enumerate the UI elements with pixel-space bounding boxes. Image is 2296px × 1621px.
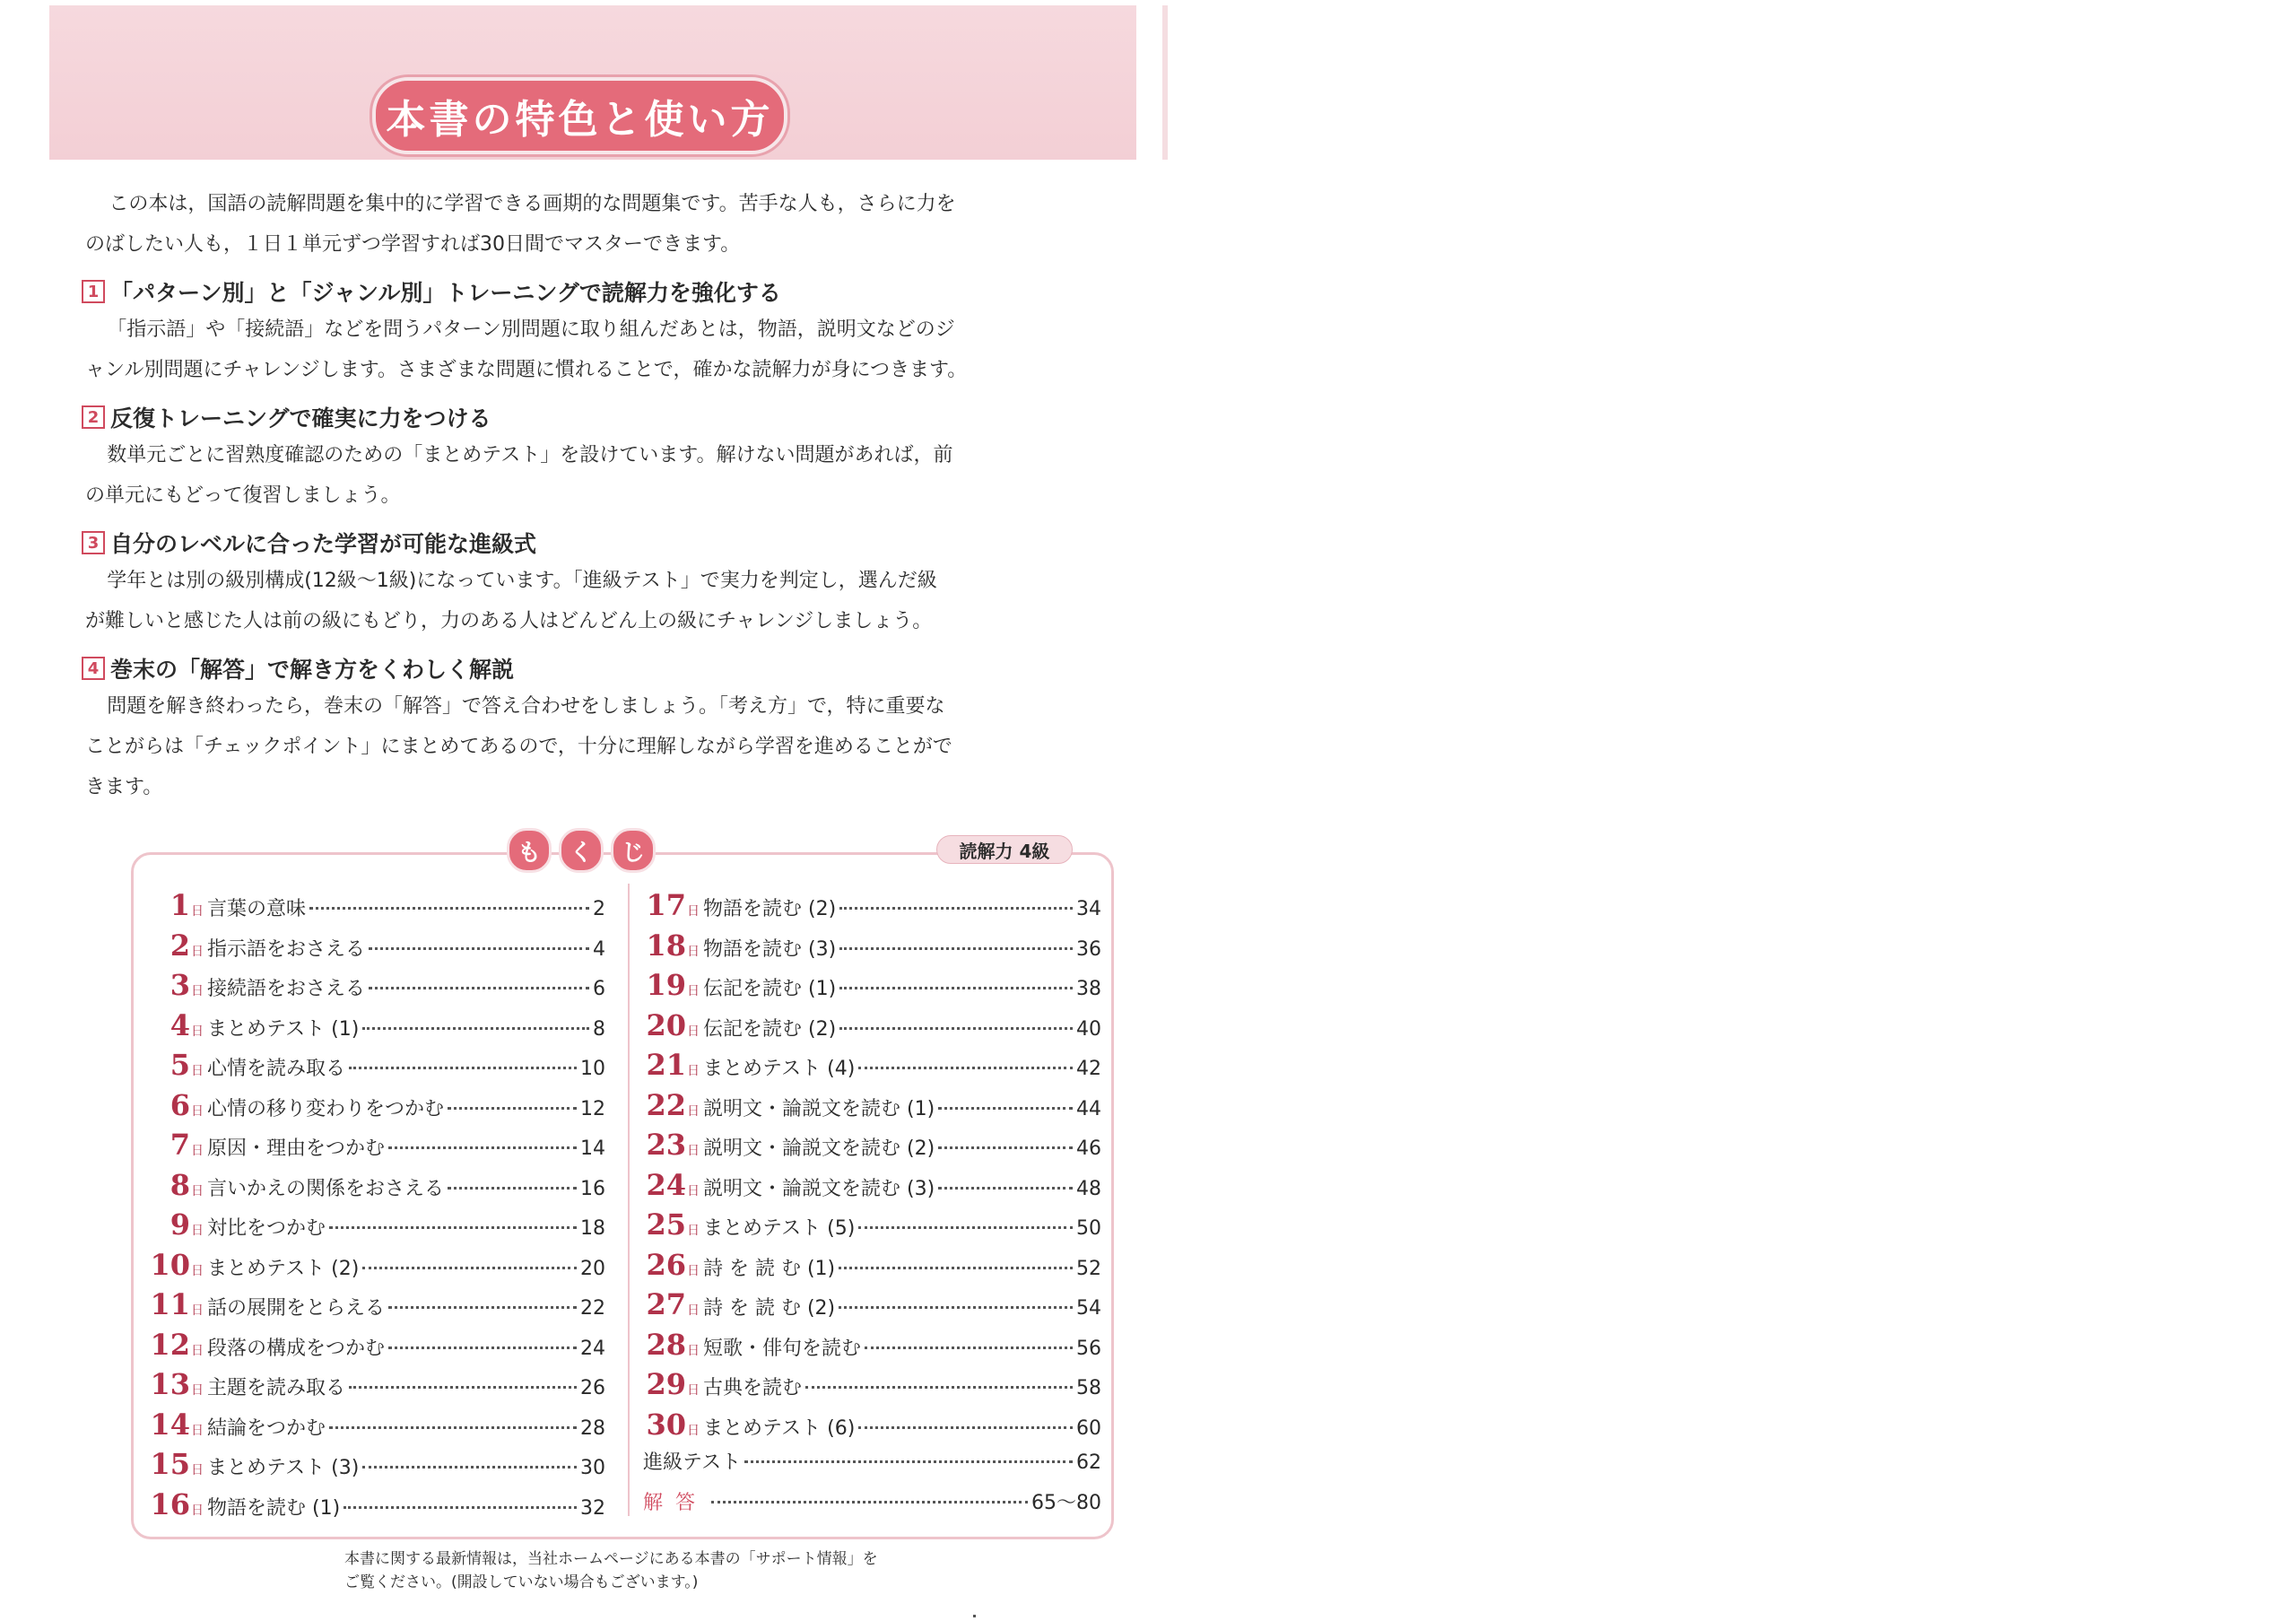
toc-entry [639,1487,1101,1528]
toc-title [507,828,656,873]
toc-entry [144,1207,605,1248]
toc-entry [144,1088,605,1129]
toc-page-number: 24 [580,1337,605,1360]
toc-page-number: 62 [1076,1451,1101,1474]
toc-entry-label: 説明文・論説文を読む (1) [703,1097,935,1120]
toc-page-number: 8 [593,1017,605,1041]
toc-day-number: 12 [150,1327,190,1362]
toc-leader-dots [858,1226,1073,1229]
toc-day-suffix: 日 [687,1423,700,1438]
toc-day-number: 11 [150,1287,190,1321]
toc-entry-label: 説明文・論説文を読む (2) [703,1137,935,1160]
toc-entry-label: 対比をつかむ [207,1217,326,1240]
toc-page-number: 2 [593,898,605,920]
toc-page-number: 44 [1076,1097,1101,1120]
toc-entry [639,1248,1101,1288]
toc-entry [144,1407,605,1448]
toc-leader-dots [388,1146,577,1149]
toc-leader-dots [839,1267,1073,1269]
toc-page-number: 18 [580,1217,605,1240]
toc-leader-dots [388,1306,577,1309]
toc-day-suffix: 日 [687,1303,700,1318]
toc-entry-label: 短歌・俳句を読む [703,1337,862,1360]
toc-day-suffix: 日 [687,904,700,919]
scan-speck [973,1615,976,1617]
toc-day-number: 2 [170,928,190,963]
toc-entry-label: 進級テスト [643,1451,742,1474]
toc-leader-dots [839,1027,1073,1030]
toc-page-number: 50 [1076,1217,1101,1240]
toc-leader-dots [309,907,589,910]
toc-leader-dots [344,1506,577,1509]
toc-day-number: 18 [646,928,686,963]
toc-entry-label: まとめテスト (2) [207,1257,360,1280]
footer-line: ご覧ください。(開設していない場合もございます。) [344,1573,699,1591]
toc-entry-label: 結論をつかむ [207,1416,326,1440]
toc-divider [628,884,630,1516]
toc-day-suffix: 日 [191,1503,204,1518]
intro-line: この本は，国語の読解問題を集中的に学習できる画期的な問題集です。苦手な人も，さらに力を [109,193,956,215]
toc-day-number: 8 [170,1167,190,1202]
toc-entry [639,888,1101,928]
toc-day-suffix: 日 [191,904,204,919]
section-number: 3 [82,531,105,554]
toc-day-number: 28 [646,1327,686,1362]
toc-entry [639,928,1101,969]
toc-entry-label: 話の展開をとらえる [207,1297,386,1320]
toc-day-suffix: 日 [191,1263,204,1278]
toc-entry-label: 伝記を読む (1) [703,978,837,1000]
toc-page-number: 40 [1076,1017,1101,1041]
toc-page-number: 38 [1076,978,1101,1000]
toc-day-suffix: 日 [191,1343,204,1358]
toc-page-number: 32 [580,1496,605,1520]
toc-entry [639,1407,1101,1448]
toc-entry-label: 物語を読む (3) [703,937,837,961]
toc-entry [144,1248,605,1288]
toc-day-suffix: 日 [191,1024,204,1039]
toc-entry [144,1487,605,1528]
toc-entry-label: 指示語をおさえる [207,937,366,961]
toc-entry-label: 物語を読む (2) [703,898,837,920]
toc-day-suffix: 日 [687,1064,700,1078]
toc-day-number: 14 [150,1407,190,1442]
section-number: 4 [82,657,105,680]
section-title: 反復トレーニングで確実に力をつける [110,405,491,431]
toc-entry [144,888,605,928]
toc-day-suffix: 日 [687,1103,700,1119]
toc-entry [144,968,605,1008]
toc-entry-label: 解答 [643,1491,709,1514]
section-number: 1 [82,280,105,303]
toc-leader-dots [362,1027,589,1030]
toc-day-number: 17 [646,888,686,922]
toc-page-number: 22 [580,1297,605,1320]
toc-leader-dots [362,1267,577,1269]
toc-entry [144,1128,605,1168]
toc-entry-label: 詩 を 読 む (1) [703,1257,836,1280]
toc-day-suffix: 日 [191,1103,204,1119]
toc-entry [639,1367,1101,1407]
toc-page-number: 28 [580,1416,605,1440]
toc-page-number: 10 [580,1058,605,1080]
toc-entry [639,1048,1101,1088]
toc-entry-label: 説明文・論説文を読む (3) [703,1177,935,1200]
scan-edge [1162,5,1168,160]
toc-entry-label: 言葉の意味 [207,898,307,920]
toc-leader-dots [448,1187,577,1190]
toc-page-number: 20 [580,1257,605,1280]
toc-entry-label: 段落の構成をつかむ [207,1337,386,1360]
toc-day-number: 20 [646,1007,686,1042]
toc-leader-dots [839,1306,1073,1309]
toc-leader-dots [711,1501,1028,1503]
toc-day-number: 25 [646,1207,686,1242]
toc-entry [144,1008,605,1049]
toc-entry-label: 心情を読み取る [207,1058,346,1080]
toc-leader-dots [329,1226,577,1229]
feature-section-4 [82,650,1131,807]
toc-day-number: 23 [646,1128,686,1162]
toc-leader-dots [362,1466,577,1468]
toc-day-suffix: 日 [687,1024,700,1039]
toc-day-number: 27 [646,1287,686,1321]
toc-title-char: く [559,828,604,873]
feature-section-1 [82,274,1131,390]
toc-day-number: 24 [646,1167,686,1202]
toc-page-number: 60 [1076,1416,1101,1440]
page-title: 本書の特色と使い方 [372,77,787,154]
toc-day-suffix: 日 [191,1303,204,1318]
section-line: きます。 [85,776,163,798]
feature-section-3 [82,525,1131,641]
level-badge: 読解力 4級 [936,835,1073,864]
toc-entry-label: まとめテスト (4) [703,1058,856,1080]
toc-page-number: 26 [580,1377,605,1399]
toc-page-number: 30 [580,1457,605,1479]
toc-page-number: 36 [1076,937,1101,961]
section-title: 巻末の「解答」で解き方をくわしく解説 [110,657,515,683]
toc-day-suffix: 日 [687,984,700,998]
toc-title-char: も [507,828,552,873]
toc-leader-dots [938,1146,1073,1149]
toc-entry [639,1168,1101,1208]
feature-section-2 [82,399,1131,516]
toc-day-suffix: 日 [687,1144,700,1158]
toc-leader-dots [329,1426,577,1429]
toc-day-number: 1 [170,888,190,922]
toc-leader-dots [369,987,589,989]
toc-page-number: 4 [593,937,605,961]
toc-title-char: じ [611,828,656,873]
toc-day-suffix: 日 [687,944,700,959]
toc-page-number: 58 [1076,1377,1101,1399]
section-line: 学年とは別の級別構成(12級～1級)になっています。「進級テスト」で実力を判定し，選んだ級 [107,570,937,592]
toc-leader-dots [938,1107,1073,1110]
toc-left-column [144,888,605,1527]
toc-day-suffix: 日 [191,1463,204,1477]
section-line: 数単元ごとに習熟度確認のための「まとめテスト」を設けています。解けない問題があれば，前 [107,444,953,466]
toc-entry [639,1287,1101,1328]
toc-right-column [639,888,1101,1527]
toc-entry-label: 古典を読む [703,1377,803,1399]
section-line: 「指示語」や「接続語」などを問うパターン別問題に取り組んだあとは，物語，説明文などのジ [107,318,955,341]
section-line: の単元にもどって復習しましょう。 [85,484,401,507]
toc-day-number: 5 [170,1048,190,1082]
toc-day-number: 29 [646,1367,686,1401]
toc-page-number: 14 [580,1137,605,1160]
toc-leader-dots [349,1386,577,1389]
toc-entry-label: まとめテスト (3) [207,1457,360,1479]
toc-entry [639,968,1101,1008]
toc-day-number: 9 [170,1207,190,1242]
toc-page-number: 56 [1076,1337,1101,1360]
toc-entry [144,1328,605,1368]
toc-entry [144,1048,605,1088]
toc-entry-label: 主題を読み取る [207,1377,346,1399]
section-line: ャンル別問題にチャレンジします。さまざまな問題に慣れることで，確かな読解力が身につきます。 [85,359,968,381]
toc-day-suffix: 日 [191,1183,204,1198]
toc-entry [639,1447,1101,1487]
section-number: 2 [82,405,105,429]
toc-entry [144,928,605,969]
toc-day-suffix: 日 [687,1224,700,1238]
toc-leader-dots [839,907,1073,910]
toc-day-suffix: 日 [191,1383,204,1398]
toc-leader-dots [938,1187,1073,1190]
toc-leader-dots [805,1386,1073,1389]
toc-entry-label: 接続語をおさえる [207,978,366,1000]
toc-day-suffix: 日 [687,1383,700,1398]
toc-page-number: 52 [1076,1257,1101,1280]
toc-page-number: 34 [1076,898,1101,920]
section-line: が難しいと感じた人は前の級にもどり，力のある人はどんどん上の級にチャレンジしましょう。 [85,610,933,632]
toc-entry-label: 心情の移り変わりをつかむ [207,1097,445,1120]
section-title: 「パターン別」と「ジャンル別」トレーニングで読解力を強化する [110,280,781,306]
toc-day-number: 6 [170,1087,190,1122]
toc-day-suffix: 日 [687,1183,700,1198]
toc-entry [639,1207,1101,1248]
toc-page-number: 48 [1076,1177,1101,1200]
toc-day-number: 19 [646,968,686,1002]
toc-entry-label: 言いかえの関係をおさえる [207,1177,445,1200]
toc-day-suffix: 日 [191,1144,204,1158]
toc-page-number: 12 [580,1097,605,1120]
toc-leader-dots [858,1426,1073,1429]
toc-leader-dots [839,987,1073,989]
toc-leader-dots [839,947,1073,950]
toc-day-number: 4 [170,1007,190,1042]
toc-day-suffix: 日 [191,1423,204,1438]
footer-note [344,1547,918,1594]
intro-line: のばしたい人も，１日１単元ずつ学習すれば30日間でマスターできます。 [85,233,741,256]
toc-entry-label: 原因・理由をつかむ [207,1137,386,1160]
toc-day-number: 3 [170,968,190,1002]
toc-entry [144,1168,605,1208]
toc-entry [144,1367,605,1407]
toc-page-number: 46 [1076,1137,1101,1160]
toc-entry [639,1328,1101,1368]
toc-leader-dots [349,1067,577,1069]
toc-page-number: 65～80 [1031,1491,1101,1514]
toc-day-number: 30 [646,1407,686,1442]
toc-page-number: 16 [580,1177,605,1200]
toc-day-number: 13 [150,1367,190,1401]
toc-leader-dots [369,947,589,950]
toc-day-suffix: 日 [687,1263,700,1278]
toc-day-suffix: 日 [191,1064,204,1078]
toc-day-suffix: 日 [687,1343,700,1358]
section-line: ことがらは「チェックポイント」にまとめてあるので，十分に理解しながら学習を進めることがで [85,736,952,758]
section-line: 問題を解き終わったら，巻末の「解答」で答え合わせをしましょう。「考え方」で，特に重要な [107,695,945,718]
toc-day-number: 22 [646,1087,686,1122]
intro-text [85,184,1117,265]
toc-leader-dots [388,1346,577,1349]
toc-entry-label: まとめテスト (6) [703,1416,856,1440]
toc-day-number: 10 [150,1247,190,1282]
toc-entry [144,1287,605,1328]
toc-entry-label: まとめテスト (5) [703,1217,856,1240]
toc-day-suffix: 日 [191,944,204,959]
toc-entry [639,1128,1101,1168]
toc-entry [639,1088,1101,1129]
toc-entry-label: 詩 を 読 む (2) [703,1297,836,1320]
toc-entry [639,1008,1101,1049]
toc-page-number: 42 [1076,1058,1101,1080]
toc-day-number: 16 [150,1486,190,1521]
footer-line: 本書に関する最新情報は，当社ホームページにある本書の「サポート情報」を [344,1550,878,1568]
toc-entry-label: まとめテスト (1) [207,1017,360,1041]
toc-entry-label: 物語を読む (1) [207,1496,341,1520]
toc-leader-dots [744,1460,1073,1463]
toc-day-number: 21 [646,1048,686,1082]
toc-day-number: 7 [170,1128,190,1162]
toc-day-number: 15 [150,1447,190,1481]
toc-leader-dots [865,1346,1073,1349]
toc-entry-label: 伝記を読む (2) [703,1017,837,1041]
toc-day-suffix: 日 [191,1224,204,1238]
toc-page-number: 54 [1076,1297,1101,1320]
toc-leader-dots [858,1067,1073,1069]
toc-day-number: 26 [646,1247,686,1282]
section-title: 自分のレベルに合った学習が可能な進級式 [110,531,537,557]
toc-day-suffix: 日 [191,984,204,998]
toc-page-number: 6 [593,978,605,1000]
toc-leader-dots [448,1107,577,1110]
toc-entry [144,1447,605,1487]
